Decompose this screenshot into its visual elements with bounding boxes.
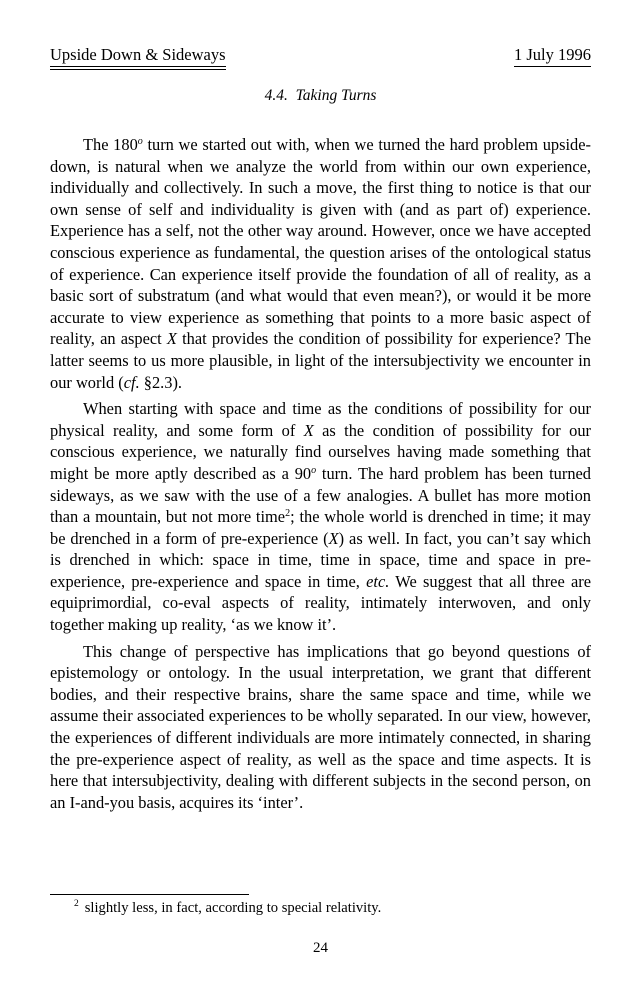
- footnote-divider: [50, 894, 249, 895]
- footnote-text: slightly less, in fact, according to special relativity.: [84, 900, 382, 916]
- text-run: We suggest that all three are equiprimordial, co-eval aspects of reality, intimately interwoven, and only together making up reality, ‘as we know it’.: [50, 571, 592, 635]
- paragraph-2: [50, 398, 591, 636]
- section-title-text: Taking Turns: [295, 87, 377, 104]
- math-variable-x: X: [166, 329, 177, 349]
- text-run: ) as well. In fact, you can’t say which is drenched in which: space in time, time in space, time and space in pre-experience, pre-experience and space in time,: [50, 528, 591, 591]
- running-header: [50, 45, 591, 69]
- emphasis-cf: cf.: [123, 372, 140, 392]
- degree-symbol: o: [137, 136, 143, 147]
- header-date: 1 July 1996: [514, 45, 591, 67]
- section-number: 4.4.: [264, 87, 288, 104]
- footnote-marker: 2: [74, 899, 79, 909]
- text-run: that provides the condition of possibility for experience? The latter seems to us more plausible, in light of the intersubjectivity we encounter in our world (: [50, 329, 591, 392]
- footnote-2: [74, 900, 381, 917]
- header-title: Upside Down & Sideways: [50, 45, 226, 67]
- math-variable-x: X: [328, 528, 339, 548]
- page-number: 24: [313, 940, 328, 956]
- text-run: When starting with space and time as the conditions of possibility for our physical reality, and some form of: [50, 399, 591, 440]
- text-run: §2.3).: [139, 372, 183, 392]
- emphasis-etc: etc.: [366, 571, 390, 591]
- text-run: as the condition of possibility for our conscious experience, we naturally find ourselves having made something that might be more aptly described as a 90: [50, 420, 591, 483]
- text-run: ; the whole world is drenched in time; it may be drenched in a form of pre-experience (: [50, 507, 592, 548]
- text-run: turn. The hard problem has been turned sideways, as we saw with the use of a few analogies. A bullet has more motion than a mountain, but not more time: [50, 463, 591, 527]
- degree-symbol: o: [311, 464, 317, 476]
- paragraph-1: [50, 134, 591, 393]
- math-variable-x: X: [303, 420, 314, 440]
- body-text: [50, 134, 591, 813]
- text-run: turn we started out with, when we turned the hard problem upside-down, is natural when we analyze the world from within our own experience, individually and collectively. In such a move, the first thing to notice is that our own sense of self and individuality is given with (and as part of) experience. Experience has a self, not the other way around. However, once we have accepted conscious experience as fundamental, the question arises of the ontological status of experience. Can experience itself provide the foundation of all of reality, as a basic sort of substratum (and what would that even mean?), or would it be more accurate to view experience as something that points to a more basic aspect of reality, an aspect: [50, 135, 591, 349]
- paragraph-3: [50, 641, 591, 814]
- footnote-ref-2[interactable]: 2: [285, 508, 291, 520]
- text-run: The 180: [83, 135, 138, 154]
- section-heading: [50, 87, 591, 105]
- text-run: This change of perspective has implications that go beyond questions of epistemology or ontology. In the usual interpretation, we grant that different bodies, and their respective brains, share the same space and time, while we assume their associated experiences to be wholly separated. In our view, however, the experiences of different individuals are more intimately connected, in sharing the pre-experience aspect of reality, as well as the space and time aspects. It is here that intersubjectivity, dealing with different subjects in the second person, on an I-and-you basis, acquires its ‘inter’.: [50, 641, 591, 812]
